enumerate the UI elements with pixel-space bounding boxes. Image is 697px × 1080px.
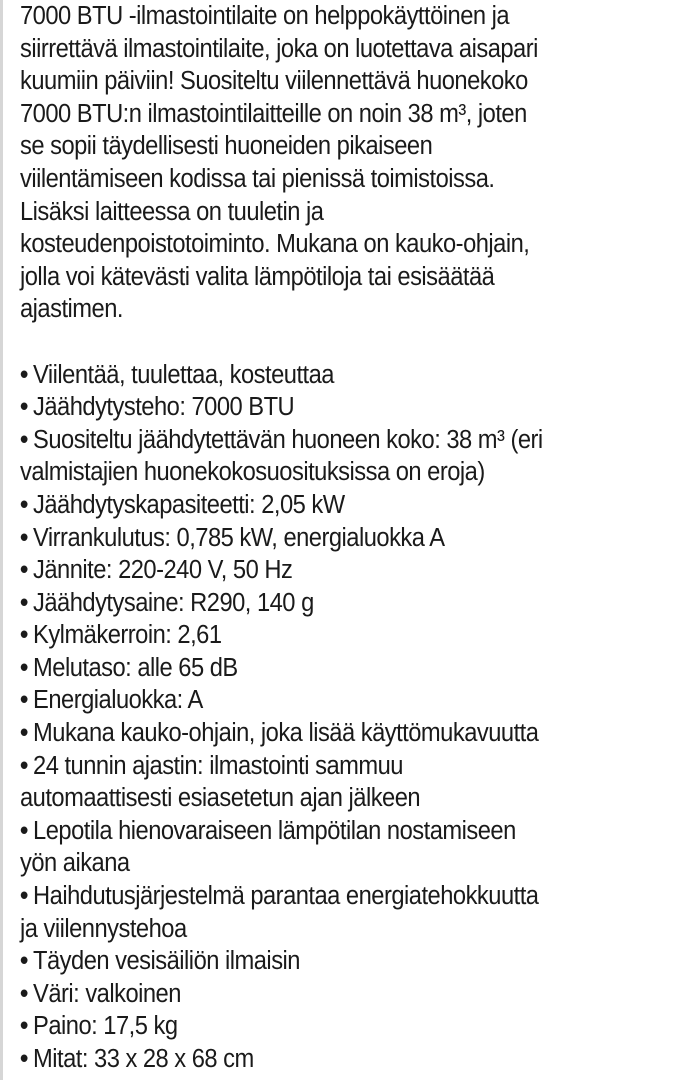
description-line: viilentämiseen kodissa tai pienissä toimistoissa. — [20, 164, 495, 193]
bullet-icon: • — [20, 523, 28, 552]
feature-list-item: • Haihdutusjärjestelmä parantaa energiatehokkuutta — [20, 880, 662, 913]
feature-list-item: • Mukana kauko-ohjain, joka lisää käyttömukavuutta — [20, 717, 662, 750]
bullet-icon: • — [20, 588, 28, 617]
bullet-icon: • — [20, 947, 28, 976]
bullet-icon: • — [20, 816, 28, 845]
feature-list-item: • Jäähdytyskapasiteetti: 2,05 kW — [20, 489, 662, 522]
description-line: kosteudenpoistotoiminto. Mukana on kauko-ohjain, — [20, 230, 530, 259]
bullet-icon: • — [20, 653, 28, 682]
description-line: jolla voi kätevästi valita lämpötiloja tai esisäätää — [20, 262, 495, 291]
feature-list-item: • Jäähdytysaine: R290, 140 g — [20, 587, 662, 620]
feature-list-item: • Jännite: 220-240 V, 50 Hz — [20, 554, 662, 587]
description-line: kuumiin päiviin! Suositeltu viilennettävä huonekoko — [20, 67, 528, 96]
bullet-icon: • — [20, 1045, 28, 1073]
description-paragraph — [20, 0, 662, 326]
bullet-icon: • — [20, 425, 28, 454]
bullet-icon: • — [20, 882, 28, 911]
feature-list-item: • Jäähdytysteho: 7000 BTU — [20, 391, 662, 424]
feature-list-item: • Melutaso: alle 65 dB — [20, 652, 662, 685]
description-line: se sopii täydellisesti huoneiden pikaiseen — [20, 132, 433, 161]
description-line: Lisäksi laitteessa on tuuletin ja — [20, 197, 324, 226]
paragraph-spacer — [20, 326, 662, 359]
feature-list-item: • Väri: valkoinen — [20, 978, 662, 1011]
feature-list-item: • Virrankulutus: 0,785 kW, energialuokka A — [20, 522, 662, 555]
feature-list-item: • 24 tunnin ajastin: ilmastointi sammuu — [20, 750, 662, 783]
feature-list-item-continuation: valmistajien huonekokosuosituksissa on eroja) — [20, 458, 485, 487]
feature-list-item-continuation: automaattisesti esiasetetun ajan jälkeen — [20, 784, 421, 813]
feature-list-item-continuation: ja viilennystehoa — [20, 914, 187, 943]
feature-list-item-continuation: yön aikana — [20, 849, 130, 878]
feature-list-item: • Energialuokka: A — [20, 684, 662, 717]
description-line: 7000 BTU:n ilmastointilaitteille on noin 38 m³, joten — [20, 99, 527, 128]
feature-list-item: • Suositeltu jäähdytettävän huoneen koko: 38 m³ (eri — [20, 424, 662, 457]
description-line: siirrettävä ilmastointilaite, joka on luotettava aisapari — [20, 34, 538, 63]
bullet-icon: • — [20, 360, 28, 389]
feature-list-item: • Paino: 17,5 kg — [20, 1010, 662, 1043]
description-line: ajastimen. — [20, 295, 123, 324]
feature-list-item: • Kylmäkerroin: 2,61 — [20, 619, 662, 652]
feature-list-item: • Täyden vesisäiliön ilmaisin — [20, 945, 662, 978]
bullet-icon: • — [20, 1012, 28, 1041]
description-line: 7000 BTU -ilmastointilaite on helppokäyttöinen ja — [20, 2, 510, 30]
feature-list-item: • Lepotila hienovaraiseen lämpötilan nostamiseen — [20, 815, 662, 848]
product-text-content — [20, 0, 662, 1076]
bullet-icon: • — [20, 751, 28, 780]
bullet-icon: • — [20, 621, 28, 650]
feature-list — [20, 359, 662, 1076]
bullet-icon: • — [20, 979, 28, 1008]
bullet-icon: • — [20, 686, 28, 715]
bullet-icon: • — [20, 393, 28, 422]
feature-list-item: • Viilentää, tuulettaa, kosteuttaa — [20, 359, 662, 392]
feature-list-item: • Mitat: 33 x 28 x 68 cm — [20, 1043, 662, 1076]
bullet-icon: • — [20, 556, 28, 585]
bullet-icon: • — [20, 490, 28, 519]
bullet-icon: • — [20, 719, 28, 748]
